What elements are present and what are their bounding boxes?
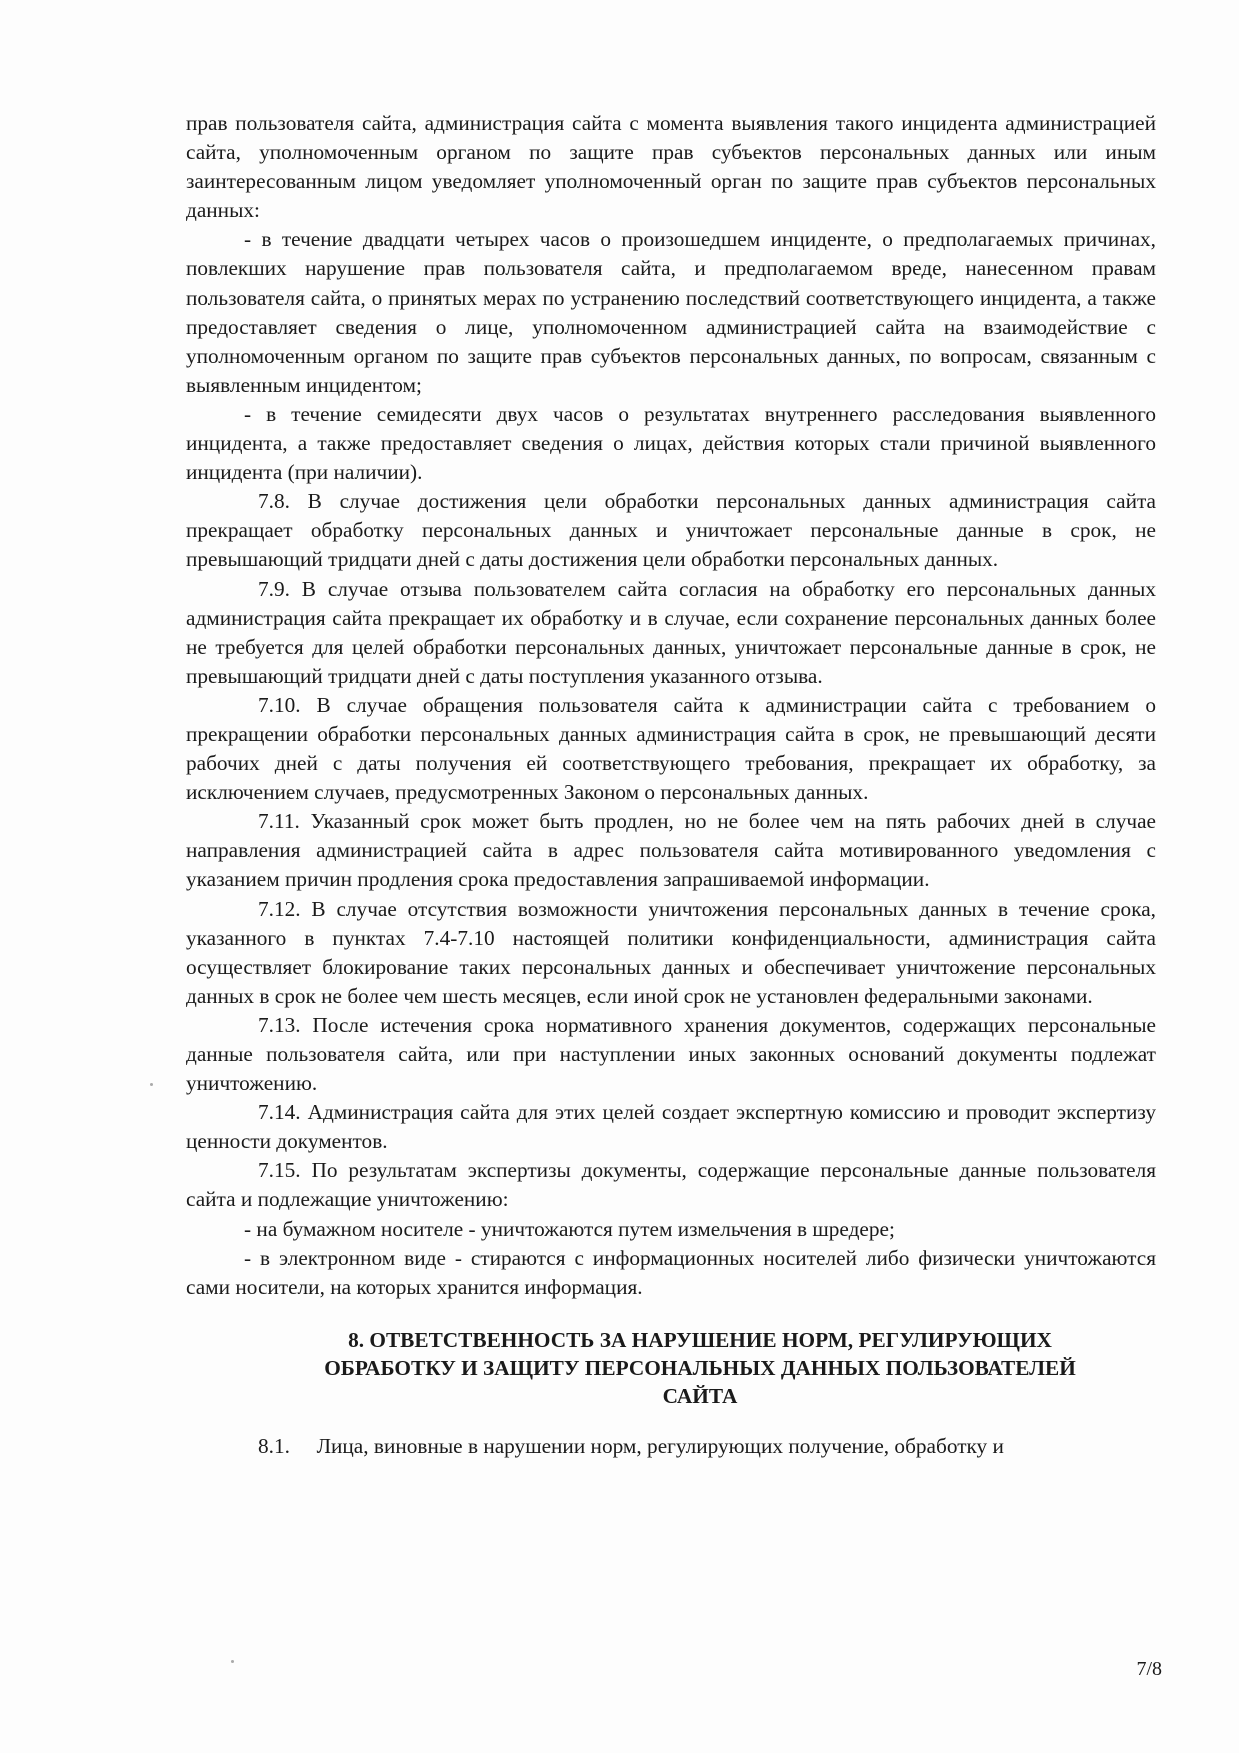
- list-item: - на бумажном носителе - уничтожаются путем измельчения в шредере;: [244, 1216, 895, 1241]
- paragraph-7-15: 7.15. По результатам экспертизы документы, содержащие персональные данные пользователя сайта и подлежащие уничтожению:: [186, 1158, 1156, 1212]
- paragraph-7-12: 7.12. В случае отсутствия возможности уничтожения персональных данных в течение срока, указанного в пунктах 7.4-7.10 настоящей политики конфиденциальности, администрация сайта осуществляет блокирование таких персональных данных и обеспечивает уничтожение персональных данных в срок не более чем шесть месяцев, если иной срок не установлен федеральными законами.: [186, 896, 1156, 1008]
- list-item: - в электронном виде - стираются с информационных носителей либо физически уничтожаются сами носители, на которых хранится информация.: [186, 1245, 1156, 1299]
- section-heading: [186, 1326, 1156, 1410]
- scan-speck: [231, 1660, 234, 1663]
- section-heading-line: САЙТА: [662, 1383, 738, 1408]
- paragraph-7-8: 7.8. В случае достижения цели обработки персональных данных администрация сайта прекращает обработку персональных данных и уничтожает персональные данные в срок, не превышающий тридцати дней с даты достижения цели обработки персональных данных.: [186, 489, 1156, 572]
- paragraph: - в течение двадцати четырех часов о произошедшем инциденте, о предполагаемых причинах, повлекших нарушение прав пользователя сайта, и предполагаемом вреде, нанесенном правам пользователя сайта, о принятых мерах по устранению последствий соответствующего инцидента, а также предоставляет сведения о лице, уполномоченном администрацией сайта на взаимодействие с уполномоченным органом по защите прав субъектов персональных данных, по вопросам, связанным с выявленным инцидентом;: [186, 227, 1156, 397]
- paragraph-7-10: 7.10. В случае обращения пользователя сайта к администрации сайта с требованием о прекращении обработки персональных данных администрация сайта в срок, не превышающий десяти рабочих дней с даты получения ей соответствующего требования, прекращает их обработку, за исключением случаев, предусмотренных Законом о персональных данных.: [186, 692, 1156, 805]
- section-heading-line: ОБРАБОТКУ И ЗАЩИТУ ПЕРСОНАЛЬНЫХ ДАННЫХ ПОЛЬЗОВАТЕЛЕЙ: [324, 1355, 1076, 1380]
- paragraph-7-11: 7.11. Указанный срок может быть продлен, но не более чем на пять рабочих дней в случае направления администрацией сайта в адрес пользователя сайта мотивированного уведомления с указанием причин продления срока предоставления запрашиваемой информации.: [186, 809, 1156, 892]
- scan-speck: [150, 1083, 153, 1086]
- paragraph: прав пользователя сайта, администрация сайта с момента выявления такого инцидента администрацией сайта, уполномоченным органом по защите прав субъектов персональных данных или иным заинтересованным лицом уведомляет уполномоченный орган по защите прав субъектов персональных данных:: [186, 111, 1156, 223]
- document-body: [186, 109, 1156, 1461]
- section-heading-line: 8. ОТВЕТСТВЕННОСТЬ ЗА НАРУШЕНИЕ НОРМ, РЕГУЛИРУЮЩИХ: [348, 1327, 1052, 1352]
- paragraph-8-1: 8.1. Лица, виновные в нарушении норм, регулирующих получение, обработку и: [258, 1433, 1004, 1458]
- paragraph-7-9: 7.9. В случае отзыва пользователем сайта согласия на обработку его персональных данных администрация сайта прекращает их обработку и в случае, если сохранение персональных данных более не требуется для целей обработки персональных данных, уничтожает персональные данные в срок, не превышающий тридцати дней с даты поступления указанного отзыва.: [186, 576, 1156, 688]
- paragraph-7-13: 7.13. После истечения срока нормативного хранения документов, содержащих персональные данные пользователя сайта, или при наступлении иных законных оснований документы подлежат уничтожению.: [186, 1012, 1156, 1096]
- paragraph: - в течение семидесяти двух часов о результатах внутреннего расследования выявленного инцидента, а также предоставляет сведения о лицах, действия которых стали причиной выявленного инцидента (при наличии).: [186, 401, 1156, 485]
- paragraph-7-14: 7.14. Администрация сайта для этих целей создает экспертную комиссию и проводит экспертизу ценности документов.: [186, 1100, 1156, 1154]
- page-number: 7/8: [1136, 1658, 1162, 1680]
